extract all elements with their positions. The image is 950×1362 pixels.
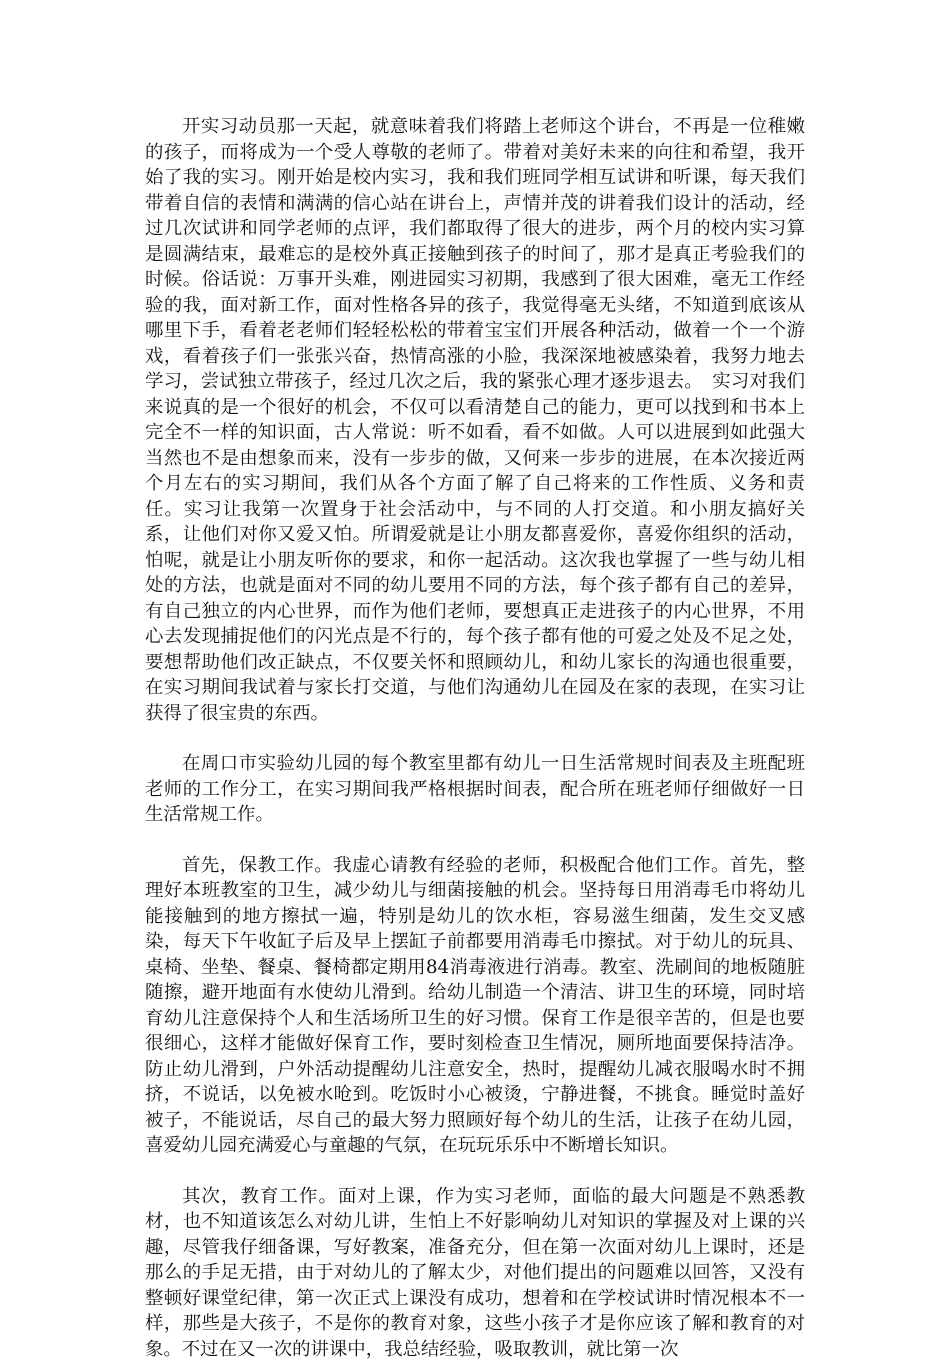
paragraph-gap: [145, 726, 805, 751]
paragraph: 首先，保教工作。我虚心请教有经验的老师，积极配合他们工作。首先，整理好本班教室的卫生，减少幼儿与细菌接触的机会。坚持每日用消毒毛巾将幼儿能接触到的地方擦拭一遍，特别是幼儿的饮水柜，容易滋生细菌，发生交叉感染，每天下午收缸子后及早上摆缸子前都要用消毒毛巾擦拭。对于幼儿的玩具、桌椅、坐垫、餐桌、餐椅都定期用84消毒液进行消毒。教室、洗刷间的地板随脏随擦，避开地面有水使幼儿滑到。给幼儿制造一个清洁、讲卫生的环境，同时培育幼儿注意保持个人和生活场所卫生的好习惯。保育工作是很辛苦的，但是也要很细心，这样才能做好保育工作，要时刻检查卫生情况，厕所地面要保持洁净。防止幼儿滑到，户外活动提醒幼儿注意安全，热时，提醒幼儿减衣服喝水时不拥挤，不说话，以免被水呛到。吃饭时小心被烫，宁静进餐，不挑食。睡觉时盖好被子，不能说话，尽自己的最大努力照顾好每个幼儿的生活，让孩子在幼儿园，喜爱幼儿园充满爱心与童趣的气氛，在玩玩乐乐中不断增长知识。: [145, 853, 805, 1159]
paragraph-gap: [145, 1159, 805, 1184]
document-body: [145, 114, 805, 1362]
paragraph: 开实习动员那一天起，就意味着我们将踏上老师这个讲台，不再是一位稚嫩的孩子，而将成为一个受人尊敬的老师了。带着对美好未来的向往和希望，我开始了我的实习。刚开始是校内实习，我和我们班同学相互试讲和听课，每天我们带着自信的表情和满满的信心站在讲台上，声情并茂的讲着我们设计的活动，经过几次试讲和同学老师的点评，我们都取得了很大的进步，两个月的校内实习算是圆满结束，最难忘的是校外真正接触到孩子的时间了，那才是真正考验我们的时候。俗话说：万事开头难，刚进园实习初期，我感到了很大困难，毫无工作经验的我，面对新工作，面对性格各异的孩子，我觉得毫无头绪，不知道到底该从哪里下手，看着老老师们轻轻松松的带着宝宝们开展各种活动，做着一个一个游戏，看着孩子们一张张兴奋，热情高涨的小脸，我深深地被感染着，我努力地去学习，尝试独立带孩子，经过几次之后，我的紧张心理才逐步退去。 实习对我们来说真的是一个很好的机会，不仅可以看清楚自己的能力，更可以找到和书本上完全不一样的知识面，古人常说：听不如看，看不如做。人可以进展到如此强大当然也不是由想象而来，没有一步步的做，又何来一步步的进展，在本次接近两个月左右的实习期间，我们从各个方面了解了自己将来的工作性质、义务和责任。实习让我第一次置身于社会活动中，与不同的人打交道。和小朋友搞好关系，让他们对你又爱又怕。所谓爱就是让小朋友都喜爱你，喜爱你组织的活动，怕呢，就是让小朋友听你的要求，和你一起活动。这次我也掌握了一些与幼儿相处的方法，也就是面对不同的幼儿要用不同的方法，每个孩子都有自己的差异，有自己独立的内心世界，而作为他们老师，要想真正走进孩子的内心世界，不用心去发现捕捉他们的闪光点是不行的，每个孩子都有他的可爱之处及不足之处，要想帮助他们改正缺点，不仅要关怀和照顾幼儿，和幼儿家长的沟通也很重要，在实习期间我试着与家长打交道，与他们沟通幼儿在园及在家的表现，在实习让获得了很宝贵的东西。: [145, 114, 805, 726]
paragraph: 其次，教育工作。面对上课，作为实习老师，面临的最大问题是不熟悉教材，也不知道该怎么对幼儿讲，生怕上不好影响幼儿对知识的掌握及对上课的兴趣，尽管我仔细备课，写好教案，准备充分，但在第一次面对幼儿上课时，还是那么的手足无措，由于对幼儿的了解太少，对他们提出的问题难以回答，又没有整顿好课堂纪律，第一次正式上课没有成功，想着和在学校试讲时情况根本不一样，那些是大孩子，不是你的教育对象，这些小孩子才是你应该了解和教育的对象。不过在又一次的讲课中，我总结经验，吸取教训，就比第一次: [145, 1184, 805, 1362]
paragraph-gap: [145, 828, 805, 853]
paragraph: 在周口市实验幼儿园的每个教室里都有幼儿一日生活常规时间表及主班配班老师的工作分工，在实习期间我严格根据时间表，配合所在班老师仔细做好一日生活常规工作。: [145, 751, 805, 828]
